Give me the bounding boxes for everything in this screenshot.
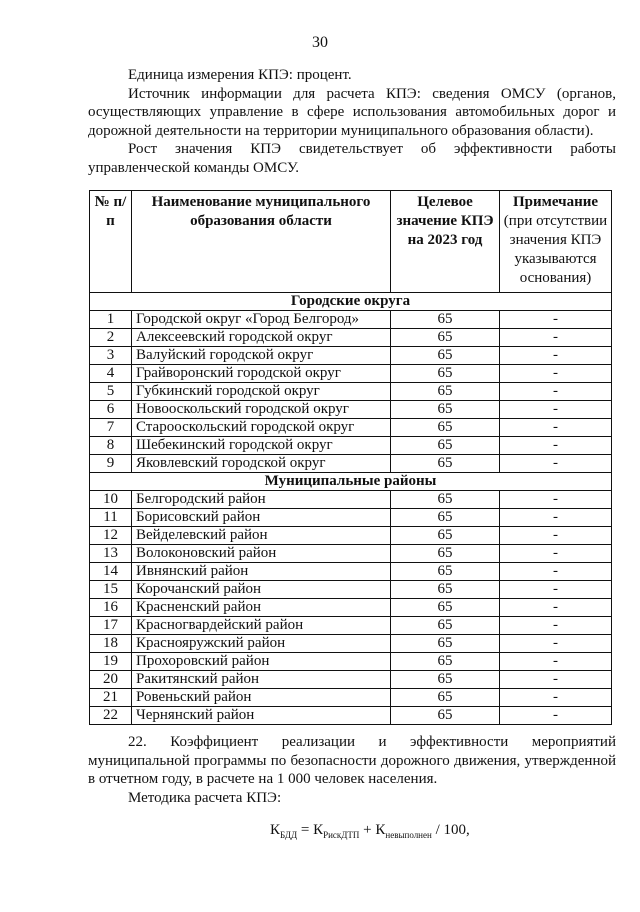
formula-sub-risk: РискДТП <box>323 830 360 840</box>
target-value: 65 <box>391 563 500 581</box>
municipality-name: Волоконовский район <box>132 545 391 563</box>
note-cell: - <box>500 581 612 599</box>
note-cell: - <box>500 527 612 545</box>
table-row <box>90 365 612 383</box>
target-value: 65 <box>391 599 500 617</box>
section-title: Городские округа <box>90 293 612 311</box>
table-row <box>90 401 612 419</box>
municipality-name: Белгородский район <box>132 491 391 509</box>
note-cell: - <box>500 635 612 653</box>
row-number: 11 <box>90 509 132 527</box>
municipality-name: Ивнянский район <box>132 563 391 581</box>
municipality-name: Ракитянский район <box>132 671 391 689</box>
row-number: 2 <box>90 329 132 347</box>
row-number: 12 <box>90 527 132 545</box>
item-22-paragraph: 22. Коэффициент реализации и эффективности мероприятий муниципальной программы по безопасности дорожного движения, утвержденной в отчетном году, в расчете на 1 000 человек населения. <box>88 734 616 787</box>
note-cell: - <box>500 707 612 725</box>
note-cell: - <box>500 365 612 383</box>
row-number: 18 <box>90 635 132 653</box>
table-body <box>90 293 612 725</box>
formula <box>270 822 470 840</box>
note-cell: - <box>500 383 612 401</box>
table-row <box>90 563 612 581</box>
row-number: 7 <box>90 419 132 437</box>
municipality-name: Старооскольский городской округ <box>132 419 391 437</box>
municipality-name: Новооскольский городской округ <box>132 401 391 419</box>
table-header-row <box>90 191 612 293</box>
row-number: 3 <box>90 347 132 365</box>
municipality-name: Корочанский район <box>132 581 391 599</box>
unit-paragraph: Единица измерения КПЭ: процент. <box>128 67 352 83</box>
target-value: 65 <box>391 329 500 347</box>
formula-sub-unfulfilled: невыполнен <box>385 830 432 840</box>
page-number: 30 <box>312 34 328 51</box>
target-value: 65 <box>391 437 500 455</box>
note-cell: - <box>500 689 612 707</box>
row-number: 13 <box>90 545 132 563</box>
formula-eq: = К <box>297 822 324 838</box>
note-cell: - <box>500 653 612 671</box>
table-row <box>90 617 612 635</box>
note-cell: - <box>500 563 612 581</box>
target-value: 65 <box>391 653 500 671</box>
municipality-name: Яковлевский городской округ <box>132 455 391 473</box>
item-22-section <box>88 733 616 807</box>
row-number: 21 <box>90 689 132 707</box>
target-value: 65 <box>391 491 500 509</box>
header-target: Целевое значение КПЭ на 2023 год <box>391 191 500 293</box>
header-note-title: Примечание <box>512 194 599 210</box>
target-value: 65 <box>391 527 500 545</box>
formula-plus: + К <box>359 822 386 838</box>
municipality-name: Красненский район <box>132 599 391 617</box>
municipality-name: Грайворонский городской округ <box>132 365 391 383</box>
target-value: 65 <box>391 581 500 599</box>
formula-k: К <box>270 822 281 838</box>
table-row <box>90 599 612 617</box>
row-number: 20 <box>90 671 132 689</box>
target-value: 65 <box>391 419 500 437</box>
method-heading: Методика расчета КПЭ: <box>128 789 282 806</box>
note-cell: - <box>500 401 612 419</box>
source-paragraph: Источник информации для расчета КПЭ: сведения ОМСУ (органов, осуществляющих управление в сфере использования автомобильных дорог и дорожной деятельности на территории муниципального образования области). <box>88 85 616 139</box>
formula-sub-bdd: БДД <box>280 830 298 840</box>
intro-text <box>88 66 616 177</box>
note-cell: - <box>500 617 612 635</box>
row-number: 4 <box>90 365 132 383</box>
table-row <box>90 635 612 653</box>
row-number: 17 <box>90 617 132 635</box>
table-row <box>90 347 612 365</box>
table-row <box>90 311 612 329</box>
note-cell: - <box>500 599 612 617</box>
section-row <box>90 473 612 491</box>
target-value: 65 <box>391 635 500 653</box>
table-row <box>90 707 612 725</box>
target-value: 65 <box>391 383 500 401</box>
table-row <box>90 671 612 689</box>
row-number: 8 <box>90 437 132 455</box>
target-value: 65 <box>391 311 500 329</box>
municipality-name: Шебекинский городской округ <box>132 437 391 455</box>
note-cell: - <box>500 311 612 329</box>
table-row <box>90 383 612 401</box>
target-value: 65 <box>391 707 500 725</box>
header-name: Наименование муниципального образования области <box>132 191 391 293</box>
note-cell: - <box>500 329 612 347</box>
row-number: 1 <box>90 311 132 329</box>
table-row <box>90 437 612 455</box>
note-cell: - <box>500 491 612 509</box>
row-number: 22 <box>90 707 132 725</box>
municipality-name: Городской округ «Город Белгород» <box>132 311 391 329</box>
row-number: 14 <box>90 563 132 581</box>
municipality-name: Красногвардейский район <box>132 617 391 635</box>
table-row <box>90 455 612 473</box>
table-row <box>90 329 612 347</box>
growth-paragraph: Рост значения КПЭ свидетельствует об эффективности работы управленческой команды ОМСУ. <box>88 141 616 176</box>
row-number: 6 <box>90 401 132 419</box>
note-cell: - <box>500 437 612 455</box>
municipality-name: Борисовский район <box>132 509 391 527</box>
row-number: 19 <box>90 653 132 671</box>
section-row <box>90 293 612 311</box>
note-cell: - <box>500 671 612 689</box>
table-row <box>90 653 612 671</box>
section-title: Муниципальные районы <box>90 473 612 491</box>
target-value: 65 <box>391 689 500 707</box>
municipality-name: Вейделевский район <box>132 527 391 545</box>
table-row <box>90 491 612 509</box>
table-row <box>90 581 612 599</box>
municipality-name: Алексеевский городской округ <box>132 329 391 347</box>
target-value: 65 <box>391 347 500 365</box>
note-cell: - <box>500 419 612 437</box>
target-value: 65 <box>391 455 500 473</box>
municipality-name: Прохоровский район <box>132 653 391 671</box>
row-number: 5 <box>90 383 132 401</box>
header-note-text: (при отсутствии значения КПЭ указываются основания) <box>503 213 608 286</box>
table-row <box>90 545 612 563</box>
municipality-name: Ровеньский район <box>132 689 391 707</box>
note-cell: - <box>500 455 612 473</box>
row-number: 16 <box>90 599 132 617</box>
header-num: № п/п <box>90 191 132 293</box>
table-row <box>90 419 612 437</box>
header-note <box>500 191 612 293</box>
table-row <box>90 509 612 527</box>
note-cell: - <box>500 545 612 563</box>
municipality-name: Валуйский городской округ <box>132 347 391 365</box>
formula-tail: / 100, <box>431 822 470 838</box>
target-value: 65 <box>391 545 500 563</box>
row-number: 10 <box>90 491 132 509</box>
municipality-name: Краснояружский район <box>132 635 391 653</box>
note-cell: - <box>500 509 612 527</box>
target-value: 65 <box>391 617 500 635</box>
table-row <box>90 689 612 707</box>
target-value: 65 <box>391 365 500 383</box>
row-number: 9 <box>90 455 132 473</box>
municipality-name: Губкинский городской округ <box>132 383 391 401</box>
kpe-table <box>89 190 612 725</box>
municipality-name: Чернянский район <box>132 707 391 725</box>
table-row <box>90 527 612 545</box>
target-value: 65 <box>391 509 500 527</box>
row-number: 15 <box>90 581 132 599</box>
target-value: 65 <box>391 671 500 689</box>
target-value: 65 <box>391 401 500 419</box>
note-cell: - <box>500 347 612 365</box>
